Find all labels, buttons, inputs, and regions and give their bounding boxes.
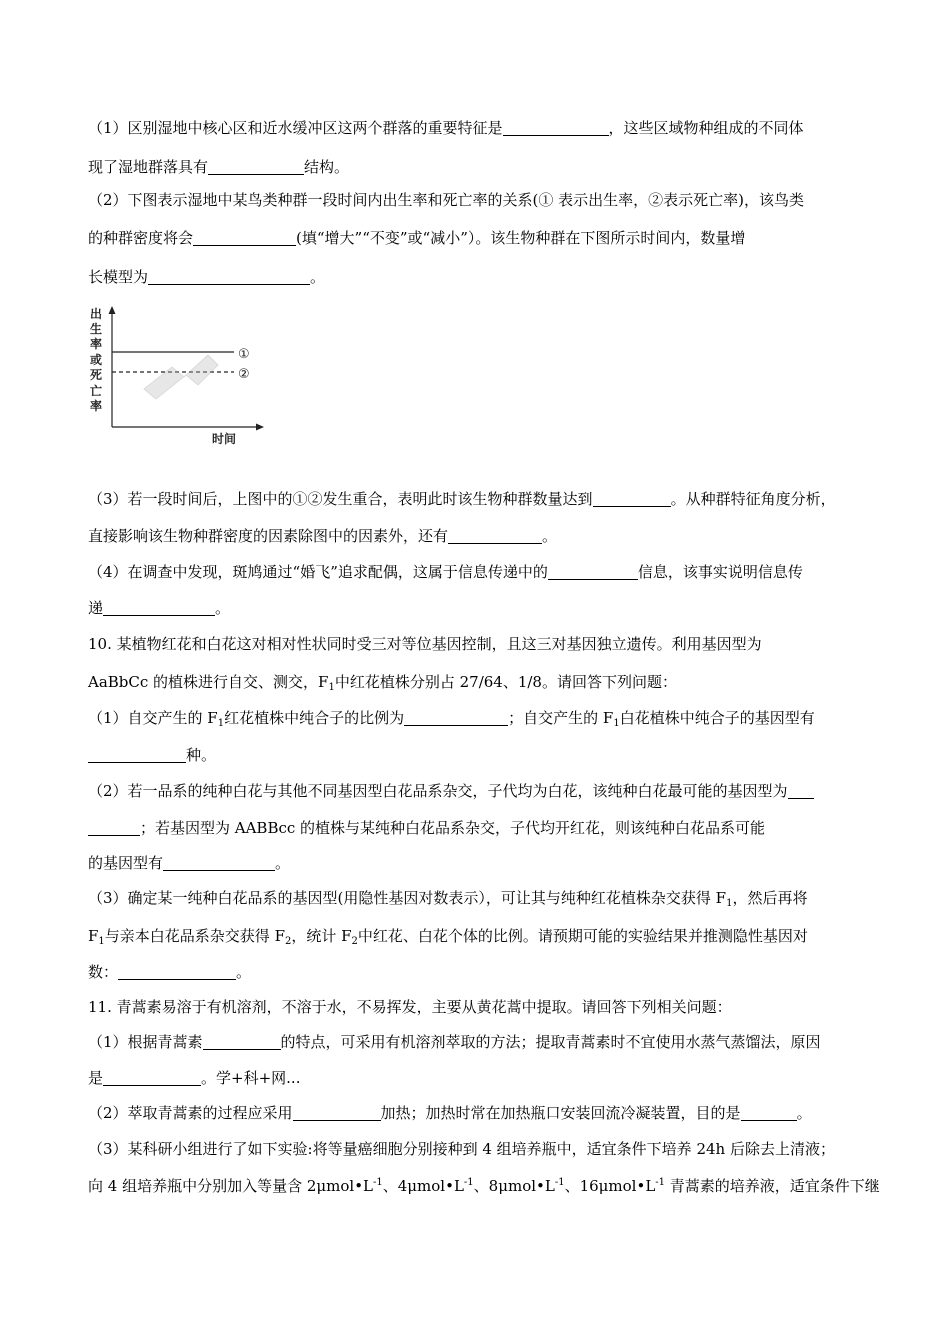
- superscript: -1: [463, 1177, 474, 1188]
- text: ；若基因型为 AABBcc 的植株与某纯种白花品系杂交，子代均开红花，则该纯种白花品系可能: [140, 819, 766, 837]
- text: 的基因型有: [88, 854, 164, 872]
- text: AaBbCc 的植株进行自交、测交，F: [88, 673, 329, 691]
- text: 与亲本白花品系杂交获得 F: [104, 927, 285, 945]
- text: （4）在调查中发现，斑鸠通过“婚飞”追求配偶，这属于信息传递中的: [88, 563, 548, 581]
- subscript: 1: [217, 718, 225, 729]
- y-axis-arrow: [109, 306, 116, 314]
- text: 的种群密度将会: [88, 229, 194, 247]
- text: 递: [88, 599, 104, 617]
- text: 、8μmol•L: [473, 1177, 555, 1195]
- q10-part3-line3: [88, 962, 878, 982]
- subscript: 1: [726, 898, 733, 909]
- text: 。: [310, 268, 326, 286]
- y-label-char: 生: [90, 322, 103, 336]
- text: 青蒿素的培养液，适宜条件下继: [665, 1177, 880, 1195]
- text: 现了湿地群落具有: [88, 158, 209, 176]
- text: 向 4 组培养瓶中分别加入等量含 2μmol•L: [88, 1177, 374, 1195]
- y-label-char: 亡: [90, 384, 103, 398]
- text: 白花植株中纯合子的基因型有: [619, 709, 815, 727]
- q10-part1-line1: [88, 708, 878, 728]
- answer-blank[interactable]: [208, 158, 304, 175]
- superscript: -1: [655, 1177, 666, 1188]
- y-label-char: 死: [90, 368, 103, 382]
- q11-intro: 11. 青蒿素易溶于有机溶剂，不溶于水，不易挥发，主要从黄花蒿中提取。请回答下列相关问题：: [88, 998, 732, 1016]
- q9-part4-line1: [88, 562, 878, 582]
- text: 。学+科+网...: [201, 1069, 301, 1087]
- q9-part2-line3: [88, 267, 878, 287]
- q10-part3-line2: [88, 926, 878, 946]
- y-axis-label: [90, 306, 102, 413]
- q10-part1-line2: [88, 745, 878, 765]
- q10-part2-line2: [88, 818, 878, 838]
- text: （3）确定某一纯种白花品系的基因型(用隐性基因对数表示），可让其与纯种红花植株杂交获得 F: [88, 889, 727, 907]
- y-label-char: 出: [90, 307, 103, 321]
- text: 。: [275, 854, 291, 872]
- text: 。: [542, 527, 558, 545]
- text: (填“增大”“不变”或“减小”）。该生物种群在下图所示时间内，数量增: [296, 229, 746, 247]
- text: ，统计 F: [291, 927, 352, 945]
- text: 。: [215, 599, 231, 617]
- q11-part1-line2: [88, 1068, 878, 1088]
- x-axis-arrow: [256, 424, 264, 431]
- text: ，这些区域物种组成的不同体: [608, 119, 804, 137]
- text: 、16μmol•L: [564, 1177, 656, 1195]
- answer-blank[interactable]: [88, 746, 186, 763]
- text: 中红花、白花个体的比例。请预期可能的实验结果并推测隐性基因对: [357, 927, 808, 945]
- superscript: -1: [373, 1177, 383, 1188]
- q10-part2-line1: [88, 781, 878, 801]
- answer-blank[interactable]: [103, 599, 215, 616]
- text: （1）根据青蒿素: [88, 1033, 203, 1051]
- answer-blank[interactable]: [593, 490, 671, 507]
- text: ；自交产生的 F: [508, 709, 614, 727]
- subscript: 2: [351, 936, 358, 947]
- text: 结构。: [304, 158, 350, 176]
- text: 红花植株中纯合子的比例为: [224, 709, 405, 727]
- y-label-char: 或: [90, 353, 103, 367]
- answer-blank[interactable]: [548, 563, 638, 580]
- text: ，然后再将: [732, 889, 808, 907]
- answer-blank[interactable]: [193, 229, 296, 246]
- superscript: -1: [554, 1177, 565, 1188]
- text: 加热；加热时常在加热瓶口安装回流冷凝装置，目的是: [380, 1104, 741, 1122]
- q9-part2-line1: （2）下图表示湿地中某鸟类种群一段时间内出生率和死亡率的关系(① 表示出生率，②表示死亡率)，该鸟类: [88, 191, 805, 209]
- text: 数：: [88, 963, 119, 981]
- x-axis-label: 时间: [212, 432, 237, 446]
- answer-blank[interactable]: [148, 268, 310, 285]
- y-label-char: 率: [90, 337, 103, 351]
- text: （2）萃取青蒿素的过程应采用: [88, 1104, 293, 1122]
- subscript: 1: [328, 682, 335, 693]
- answer-blank[interactable]: [203, 1033, 281, 1050]
- q9-part1-line2: [88, 157, 878, 177]
- text: 直接影响该生物种群密度的因素除图中的因素外，还有: [88, 527, 449, 545]
- text: 种。: [186, 746, 217, 764]
- text: （2）若一品系的纯种白花与其他不同基因型白花品系杂交，子代均为白花，该纯种白花最可能的基因型为: [88, 782, 788, 800]
- watermark-logo: [144, 355, 218, 399]
- q9-part3-line1: [88, 489, 878, 509]
- text: F: [88, 927, 99, 945]
- text: 是: [88, 1069, 104, 1087]
- birth-rate-marker: ①: [238, 347, 250, 362]
- answer-blank[interactable]: [503, 119, 609, 136]
- answer-blank[interactable]: [163, 854, 275, 871]
- text: （3）若一段时间后，上图中的①②发生重合，表明此时该生物种群数量达到: [88, 490, 593, 508]
- answer-blank[interactable]: [788, 782, 814, 799]
- text: 信息，该事实说明信息传: [637, 563, 803, 581]
- answer-blank[interactable]: [118, 963, 236, 980]
- text: （1）区别湿地中核心区和近水缓冲区这两个群落的重要特征是: [88, 119, 503, 137]
- answer-blank[interactable]: [404, 709, 508, 726]
- q9-part4-line2: [88, 598, 878, 618]
- text: 的特点，可采用有机溶剂萃取的方法；提取青蒿素时不宜使用水蒸气蒸馏法，原因: [280, 1033, 821, 1051]
- death-rate-marker: ②: [238, 367, 250, 382]
- subscript: 1: [98, 936, 105, 947]
- text: 、4μmol•L: [382, 1177, 464, 1195]
- subscript: 2: [284, 936, 292, 947]
- answer-blank[interactable]: [88, 819, 140, 836]
- answer-blank[interactable]: [741, 1104, 797, 1121]
- subscript: 1: [613, 718, 620, 729]
- answer-blank[interactable]: [293, 1104, 381, 1121]
- q11-part1-line1: [88, 1032, 878, 1052]
- q9-part1-line1: [88, 118, 878, 138]
- text: 长模型为: [88, 268, 149, 286]
- answer-blank[interactable]: [448, 527, 542, 544]
- text: 中红花植株分别占 27/64、1/8。请回答下列问题：: [334, 673, 677, 691]
- q9-part2-line2: [88, 228, 878, 248]
- q11-part2-line1: [88, 1103, 878, 1123]
- q9-part3-line2: [88, 526, 878, 546]
- q10-part2-line3: [88, 853, 878, 873]
- q11-part3-line1: （3）某科研小组进行了如下实验:将等量癌细胞分别接种到 4 组培养瓶中，适宜条件下培养 24h 后除去上清液；: [88, 1140, 835, 1158]
- text: （1）自交产生的 F: [88, 709, 218, 727]
- y-label-char: 率: [90, 399, 103, 413]
- q11-part3-line2: [88, 1176, 878, 1196]
- text: 。从种群特征角度分析，: [670, 490, 836, 508]
- q10-part3-line1: [88, 888, 878, 908]
- q10-intro-line1: 10. 某植物红花和白花这对相对性状同时受三对等位基因控制，且这三对基因独立遗传。利用基因型为: [88, 635, 762, 653]
- answer-blank[interactable]: [103, 1069, 201, 1086]
- q10-intro-line2: [88, 672, 878, 692]
- text: 。: [236, 963, 252, 981]
- birth-death-rate-figure: [86, 303, 272, 453]
- text: 。: [796, 1104, 812, 1122]
